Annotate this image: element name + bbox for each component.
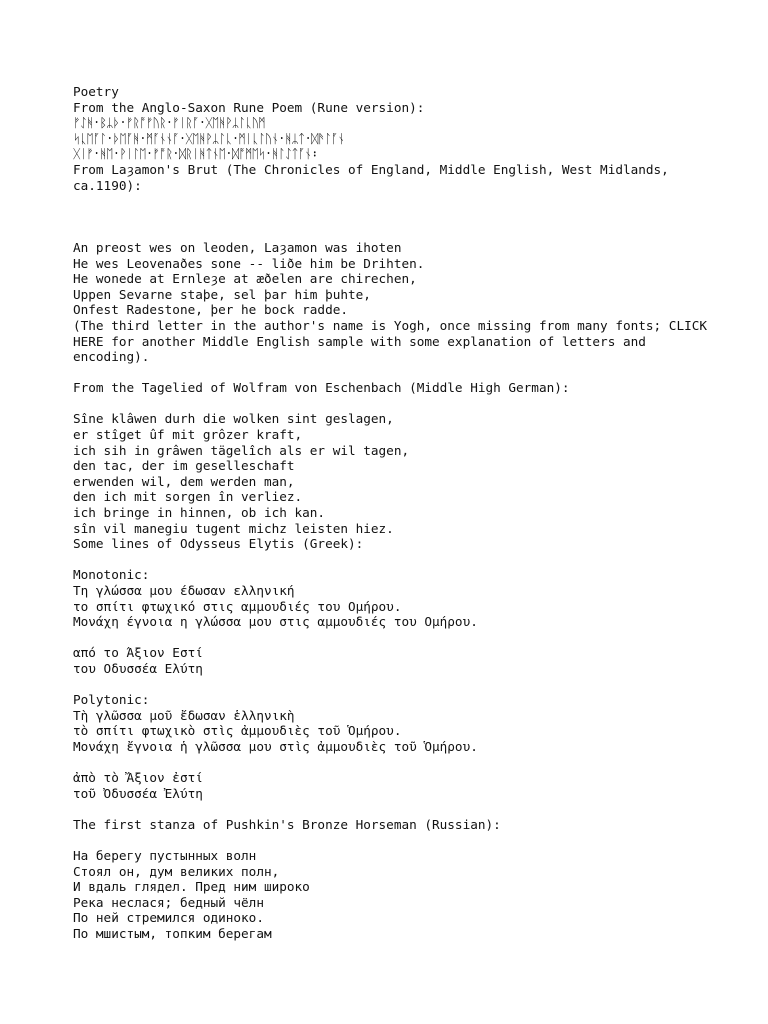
brut-line: He wonede at Ernleȝe at æðelen are chirechen,	[73, 271, 417, 287]
spacer	[73, 552, 713, 568]
monotonic-source: του Οδυσσέα Ελύτη	[73, 660, 203, 676]
rune-line: ᚠᛇᚻ᛫ᛒᛦᚦ᛫ᚠᚱᚩᚠᚢᚱ᛫ᚠᛁᚱᚪ᛫ᚷᛖᚻᚹᛦᛚᚳᚢᛗ	[73, 115, 265, 131]
monotonic-line: το σπίτι φτωχικό στις αμμουδιές του Ομήρου.	[73, 598, 402, 614]
pushkin-line: На берегу пустынных волн	[73, 848, 257, 864]
spacer	[73, 677, 713, 693]
tagelied-heading: From the Tagelied of Wolfram von Eschenbach (Middle High German):	[73, 380, 570, 396]
polytonic-line: τὸ σπίτι φτωχικὸ στὶς ἀμμουδιὲς τοῦ Ὁμήρου.	[73, 723, 402, 739]
monotonic-line: Μονάχη έγνοια η γλώσσα μου στις αμμουδιές του Ομήρου.	[73, 614, 478, 630]
tagelied-line: ich sih in grâwen tägelîch als er wil tagen,	[73, 442, 410, 458]
tagelied-line: sîn vil manegiu tugent michz leisten hiez.	[73, 520, 394, 536]
monotonic-source: από το Άξιον Εστί	[73, 645, 203, 661]
spacer	[73, 365, 713, 381]
tagelied-line: den ich mit sorgen în verliez.	[73, 489, 303, 505]
spacer	[73, 801, 713, 817]
pushkin-line: И вдаль глядел. Пред ним широко	[73, 879, 310, 895]
rune-line: ᛋᚳᛖᚪᛚ᛫ᚦᛖᚪᚻ᛫ᛗᚪᚾᚾᚪ᛫ᚷᛖᚻᚹᛦᛚᚳ᛫ᛗᛁᚳᛚᚢᚾ᛫ᚻᛦᛏ᛫ᛞᚫᛚᚪᚾ	[73, 130, 345, 146]
pushkin-line: Река неслася; бедный чёлн	[73, 894, 264, 910]
brut-line: He wes Leovenaðes sone -- liðe him be Drihten.	[73, 255, 425, 271]
spacer	[73, 193, 713, 224]
tagelied-line: er stîget ûf mit grôzer kraft,	[73, 427, 303, 443]
document-text	[73, 84, 713, 942]
rune-poem-heading: From the Anglo-Saxon Rune Poem (Rune version):	[73, 99, 425, 115]
spacer	[73, 224, 713, 240]
pushkin-line: Стоял он, дум великих полн,	[73, 863, 280, 879]
polytonic-source: ἀπὸ τὸ Ἄξιον ἐστί	[73, 770, 203, 786]
pushkin-line: По мшистым, топким берегам	[73, 926, 272, 942]
brut-note: (The third letter in the author's name is Yogh, once missing from many fonts; CLICK HERE for another Middle English sample with some explanation of letters and encoding).	[73, 317, 707, 365]
brut-line: An preost wes on leoden, Laȝamon was ihoten	[73, 239, 402, 255]
poetry-heading: Poetry	[73, 84, 119, 99]
spacer	[73, 630, 713, 646]
spacer	[73, 396, 713, 412]
elytis-heading: Some lines of Odysseus Elytis (Greek):	[73, 536, 364, 552]
polytonic-line: Τὴ γλῶσσα μοῦ ἔδωσαν ἑλληνικὴ	[73, 707, 295, 723]
brut-heading: From Laȝamon's Brut (The Chronicles of England, Middle English, West Midlands, ca.1190):	[73, 161, 669, 193]
brut-line: Onfest Radestone, þer he bock radde.	[73, 302, 348, 318]
spacer	[73, 833, 713, 849]
brut-line: Uppen Sevarne staþe, sel þar him þuhte,	[73, 286, 371, 302]
spacer	[73, 755, 713, 771]
polytonic-source: τοῦ Ὀδυσσέα Ἐλύτη	[73, 785, 203, 801]
monotonic-label: Monotonic:	[73, 567, 150, 583]
monotonic-line: Τη γλώσσα μου έδωσαν ελληνική	[73, 583, 295, 598]
tagelied-line: ich bringe in hinnen, ob ich kan.	[73, 505, 326, 521]
rune-line: ᚷᛁᚠ᛫ᚻᛖ᛫ᚹᛁᛚᛖ᛫ᚠᚩᚱ᛫ᛞᚱᛁᚻᛏᚾᛖ᛫ᛞᚩᛗᛖᛋ᛫ᚻᛚᛇᛏᚪᚾ᛬	[73, 146, 318, 162]
tagelied-line: den tac, der im geselleschaft	[73, 458, 295, 474]
polytonic-label: Polytonic:	[73, 692, 150, 708]
pushkin-heading: The first stanza of Pushkin's Bronze Horseman (Russian):	[73, 816, 501, 832]
tagelied-line: erwenden wil, dem werden man,	[73, 473, 295, 489]
pushkin-line: По ней стремился одиноко.	[73, 910, 264, 926]
tagelied-line: Sîne klâwen durh die wolken sint geslagen,	[73, 411, 394, 427]
polytonic-line: Μονάχη ἔγνοια ἡ γλῶσσα μου στὶς ἀμμουδιὲς τοῦ Ὁμήρου.	[73, 738, 478, 754]
